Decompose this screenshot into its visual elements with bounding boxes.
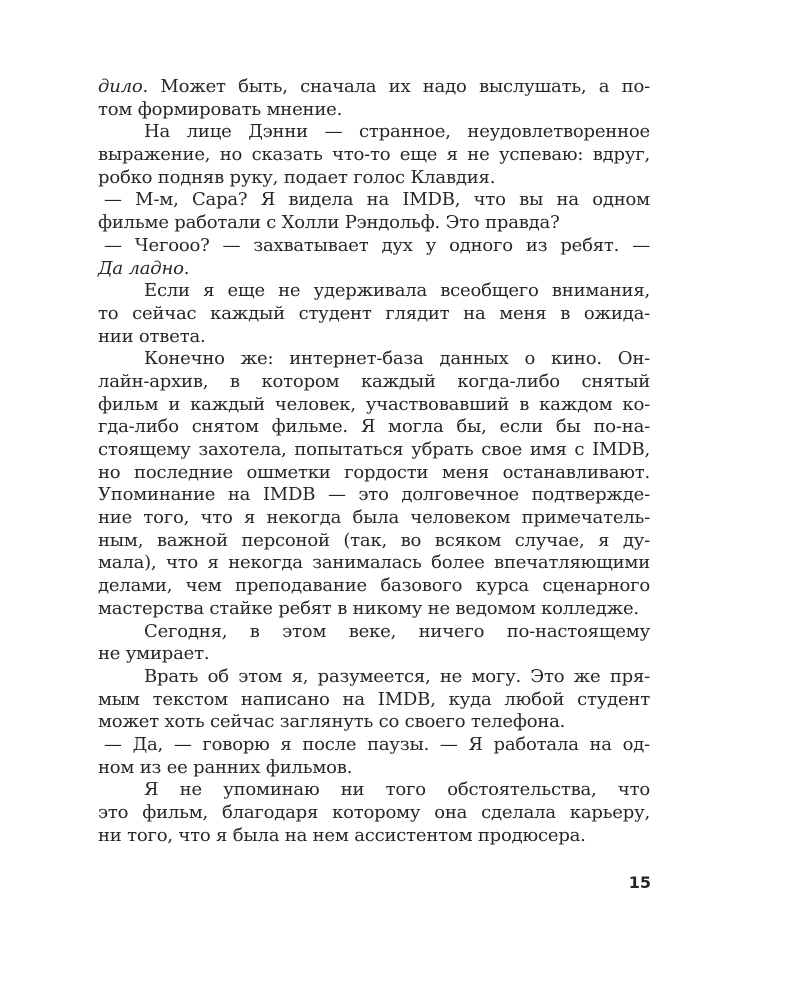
text-line: На лице Дэнни — странное, неудовлетворенное xyxy=(144,121,650,143)
book-page-text xyxy=(98,76,650,847)
text-line: может хоть сейчас заглянуть со своего телефона. xyxy=(98,711,566,733)
text-line: Упоминание на IMDB — это долговечное подтвержде- xyxy=(98,484,650,506)
italic-text: Да ладно xyxy=(98,257,184,279)
text-line: мала), что я некогда занималась более впечатляющими xyxy=(98,552,650,574)
text-line: то сейчас каждый студент глядит на меня в ожида- xyxy=(98,302,650,324)
text-line: не умирает. xyxy=(98,643,210,665)
italic-text: дило xyxy=(98,76,143,97)
text-line: это фильм, благодаря которому она сделала карьеру, xyxy=(98,802,650,823)
text-line: дило. Может быть, сначала их надо выслушать, а по- xyxy=(98,76,650,97)
text-line: ни того, что я была на нем ассистентом продюсера. xyxy=(98,824,586,846)
dialogue-line: — Чегооо? — захватывает дух у одного из ребят. — xyxy=(104,234,650,256)
text-line: фильме работали с Холли Рэндольф. Это правда? xyxy=(98,212,560,234)
text-line: стоящему захотела, попытаться убрать свое имя с IMDB, xyxy=(98,439,650,460)
text-line: ном из ее ранних фильмов. xyxy=(98,756,353,778)
text-line: выражение, но сказать что-то еще я не успеваю: вдруг, xyxy=(98,144,650,166)
text-line: Я не упоминаю ни того обстоятельства, что xyxy=(144,779,650,801)
text-line: Если я еще не удерживала всеобщего внимания, xyxy=(144,280,650,302)
text-line: фильм и каждый человек, участвовавший в каждом ко- xyxy=(98,393,650,415)
page-number: 15 xyxy=(628,873,651,892)
text-line: мым текстом написано на IMDB, куда любой студент xyxy=(98,688,650,710)
text-line: Конечно же: интернет-база данных о кино. Он- xyxy=(144,348,650,370)
text-line: Да ладно. xyxy=(98,257,190,279)
text-line: ние того, что я некогда была человеком примечатель- xyxy=(98,507,650,529)
text-line: робко подняв руку, подает голос Клавдия. xyxy=(98,166,496,188)
dialogue-line: — Да, — говорю я после паузы. — Я работала на од- xyxy=(104,733,650,755)
text-line: лайн-архив, в котором каждый когда-либо снятый xyxy=(98,370,650,392)
text-line: но последние ошметки гордости меня останавливают. xyxy=(98,461,650,483)
text-line: делами, чем преподавание базового курса сценарного xyxy=(98,575,650,597)
text-line: гда-либо снятом фильме. Я могла бы, если бы по-на- xyxy=(98,416,650,438)
text-line: Врать об этом я, разумеется, не могу. Это же пря- xyxy=(144,665,650,687)
text-line: ным, важной персоной (так, во всяком случае, я ду- xyxy=(98,529,650,551)
text-line: нии ответа. xyxy=(98,325,206,347)
text-line: мастерства стайке ребят в никому не ведомом колледже. xyxy=(98,597,639,619)
text-line: Сегодня, в этом веке, ничего по-настоящему xyxy=(144,620,650,642)
dialogue-line: — М-м, Сара? Я видела на IMDB, что вы на одном xyxy=(104,189,650,211)
text-line: том формировать мнение. xyxy=(98,98,343,120)
